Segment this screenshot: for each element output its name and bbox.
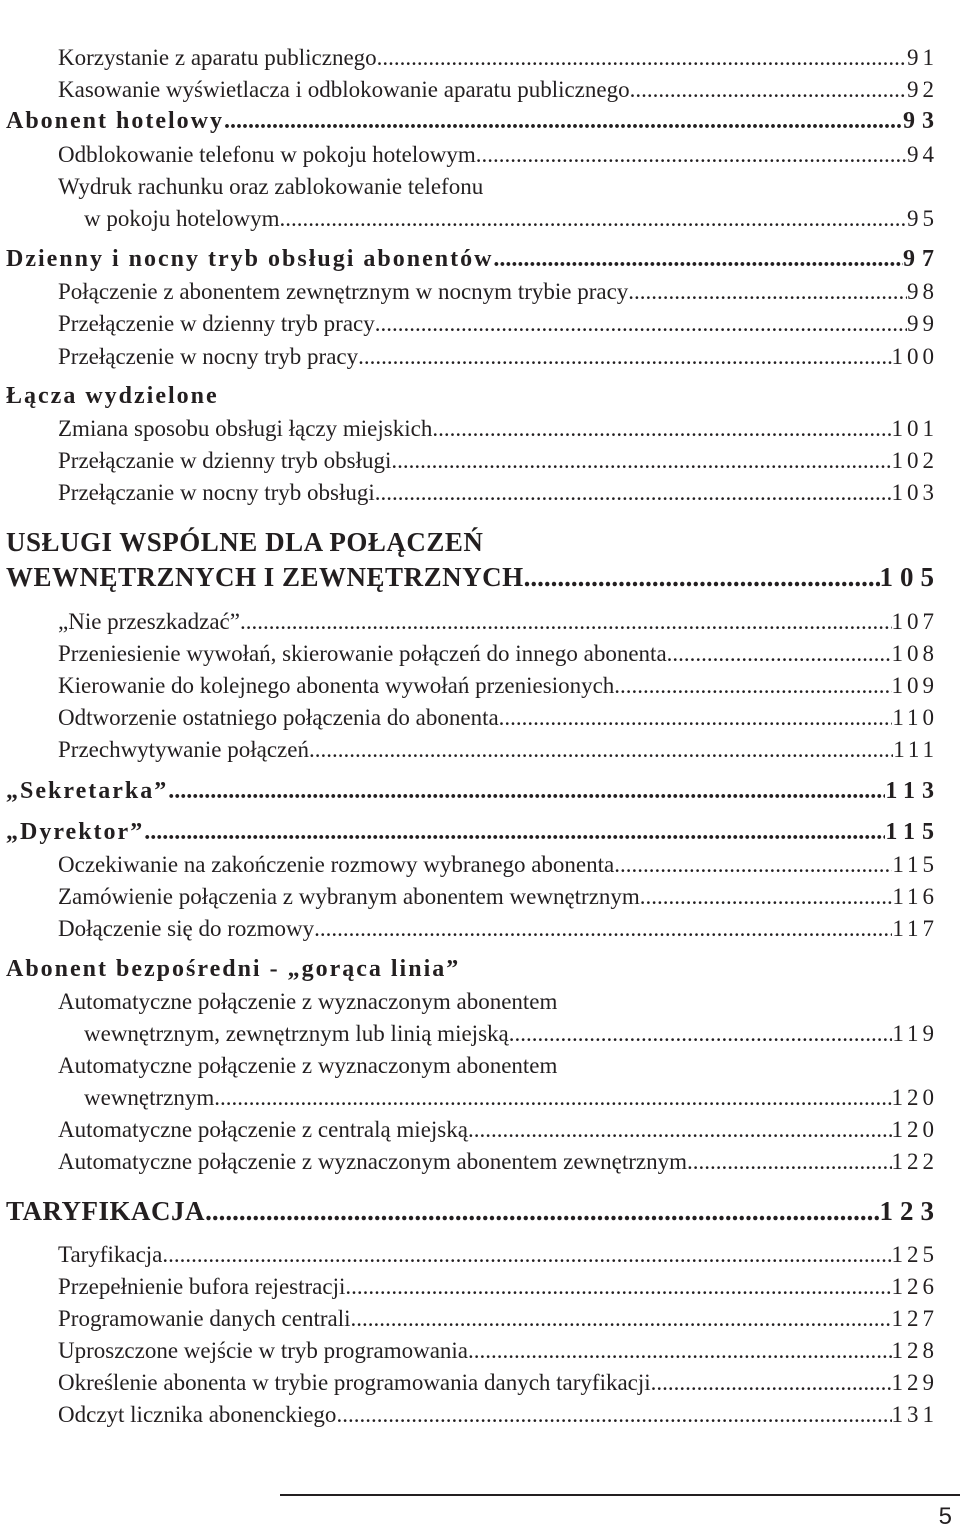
dot-leader: [614, 852, 892, 878]
dot-leader: [168, 778, 885, 805]
toc-entry-taryfikacja[interactable]: [6, 1195, 941, 1227]
toc-entry-przełączenie-w-dzienny-tryb-pracy[interactable]: [58, 311, 938, 337]
toc-entry-page-number: 110: [892, 705, 938, 731]
dot-leader: [224, 108, 903, 135]
dot-leader: [375, 311, 907, 337]
toc-entry-label: w pokoju hotelowym: [84, 206, 280, 232]
toc-entry-page-number: 105: [879, 561, 941, 592]
toc-entry-automatyczne-połączenie-z-wyznaczonym-ab[interactable]: [58, 989, 557, 1015]
toc-entry-programowanie-danych-centrali[interactable]: [58, 1306, 938, 1332]
toc-entry-page-number: 122: [891, 1149, 938, 1175]
toc-entry-label: Przechwytywanie połączeń: [58, 737, 309, 763]
toc-entry-label: Automatyczne połączenie z wyznaczonym abonentem: [58, 989, 558, 1015]
toc-entry-label: Przeniesienie wywołań, skierowanie połączeń do innego abonenta: [58, 641, 667, 667]
dot-leader: [144, 819, 885, 846]
toc-entry-page-number: 108: [891, 641, 938, 667]
dot-leader: [214, 1085, 891, 1111]
dot-leader: [687, 1149, 891, 1175]
toc-entry-page-number: 95: [907, 206, 938, 232]
toc-entry-label: Automatyczne połączenie z centralą miejską: [58, 1117, 468, 1143]
toc-entry-label: Automatyczne połączenie z wyznaczonym abonentem: [58, 1053, 558, 1079]
toc-entry-label: Przełączanie w nocny tryb obsługi: [58, 480, 375, 506]
toc-entry-korzystanie-z-aparatu-publicznego[interactable]: [58, 45, 938, 71]
toc-entry-label: Programowanie danych centrali: [58, 1306, 351, 1332]
toc-entry-page-number: 117: [892, 916, 938, 942]
toc-entry-automatyczne-połączenie-z-wyznaczonym-ab[interactable]: [58, 1053, 557, 1079]
toc-entry-label: Dzienny i nocny tryb obsługi abonentów: [6, 246, 494, 273]
toc-entry-label: wewnętrznym: [84, 1085, 215, 1111]
toc-entry-page-number: 103: [891, 480, 938, 506]
toc-entry-label: Połączenie z abonentem zewnętrznym w nocnym trybie pracy: [58, 279, 629, 305]
toc-entry-sekretarka[interactable]: [6, 778, 941, 805]
toc-entry-page-number: 123: [879, 1195, 941, 1226]
toc-entry-page-number: 126: [891, 1274, 938, 1300]
dot-leader: [614, 673, 891, 699]
toc-entry-kierowanie-do-kolejnego-abonenta-wywołań[interactable]: [58, 673, 938, 699]
dot-leader: [377, 45, 907, 71]
toc-entry-page-number: 109: [891, 673, 938, 699]
toc-entry-w-pokoju-hotelowym[interactable]: [84, 206, 938, 232]
toc-entry-label: USŁUGI WSPÓLNE DLA POŁĄCZEŃ: [6, 526, 484, 557]
dot-leader: [358, 344, 891, 370]
dot-leader: [432, 416, 891, 442]
toc-entry-wewnętrznych-i-zewnętrznych[interactable]: [6, 561, 941, 593]
toc-entry-page-number: 128: [891, 1338, 938, 1364]
toc-entry-page-number: 115: [885, 819, 941, 846]
toc-entry-taryfikacja[interactable]: [58, 1242, 938, 1268]
footer-rule: [280, 1494, 960, 1496]
toc-entry-przepełnienie-bufora-rejestracji[interactable]: [58, 1274, 938, 1300]
toc-entry-page-number: 129: [891, 1370, 938, 1396]
toc-entry-dołączenie-się-do-rozmowy[interactable]: [58, 916, 938, 942]
toc-entry-label: Łącza wydzielone: [6, 383, 219, 410]
toc-entry-label: Automatyczne połączenie z wyznaczonym abonentem zewnętrznym: [58, 1149, 688, 1175]
dot-leader: [314, 916, 892, 942]
dot-leader: [524, 562, 880, 593]
toc-entry-label: TARYFIKACJA: [6, 1195, 206, 1226]
dot-leader: [493, 246, 903, 273]
toc-entry-label: Abonent hotelowy: [6, 108, 225, 135]
toc-entry-przeniesienie-wywołań-skierowanie-połącz[interactable]: [58, 641, 938, 667]
toc-entry-label: Przełączanie w dzienny tryb obsługi: [58, 448, 392, 474]
toc-entry-dyrektor[interactable]: [6, 819, 941, 846]
dot-leader: [667, 641, 892, 667]
dot-leader: [391, 448, 891, 474]
toc-entry-połączenie-z-abonentem-zewnętrznym-w-noc[interactable]: [58, 279, 938, 305]
toc-entry-page-number: 101: [891, 416, 938, 442]
toc-entry-usługi-wspólne-dla-połączeń[interactable]: [6, 527, 483, 558]
toc-entry-oczekiwanie-na-zakończenie-rozmowy-wybra[interactable]: [58, 852, 938, 878]
toc-entry-label: Abonent bezpośredni - „gorąca linia”: [6, 956, 461, 983]
toc-entry-abonent-hotelowy[interactable]: [6, 108, 941, 135]
dot-leader: [309, 737, 893, 763]
toc-entry-odczyt-licznika-abonenckiego[interactable]: [58, 1402, 938, 1428]
toc-entry-page-number: 127: [891, 1306, 938, 1332]
dot-leader: [476, 142, 907, 168]
toc-entry-label: Kasowanie wyświetlacza i odblokowanie aparatu publicznego: [58, 77, 630, 103]
toc-entry-page-number: 115: [892, 852, 938, 878]
toc-entry-page-number: 94: [907, 142, 938, 168]
toc-entry-przełączanie-w-dzienny-tryb-obsługi[interactable]: [58, 448, 938, 474]
toc-entry-page-number: 116: [892, 884, 938, 910]
toc-entry-page-number: 92: [907, 77, 938, 103]
toc-entry-przełączenie-w-nocny-tryb-pracy[interactable]: [58, 344, 938, 370]
toc-entry-page-number: 102: [891, 448, 938, 474]
toc-entry-odblokowanie-telefonu-w-pokoju-hotelowym[interactable]: [58, 142, 938, 168]
toc-entry-label: „Nie przeszkadzać”: [58, 609, 240, 635]
toc-entry-dzienny-i-nocny-tryb-obsługi-abonentów[interactable]: [6, 246, 941, 273]
toc-entry-label: Odblokowanie telefonu w pokoju hotelowym: [58, 142, 476, 168]
dot-leader: [162, 1242, 891, 1268]
toc-entry-określenie-abonenta-w-trybie-programowan[interactable]: [58, 1370, 938, 1396]
toc-entry-wydruk-rachunku-oraz-zablokowanie-telefo[interactable]: [58, 174, 483, 200]
toc-entry-page-number: 107: [891, 609, 938, 635]
toc-entry-page-number: 120: [891, 1117, 938, 1143]
dot-leader: [205, 1196, 879, 1227]
dot-leader: [280, 206, 908, 232]
toc-entry-automatyczne-połączenie-z-centralą-miejs[interactable]: [58, 1117, 938, 1143]
toc-entry-uproszczone-wejście-w-tryb-programowania[interactable]: [58, 1338, 938, 1364]
dot-leader: [628, 279, 907, 305]
toc-entry-label: Określenie abonenta w trybie programowania danych taryfikacji: [58, 1370, 651, 1396]
toc-entry-label: Przełączenie w dzienny tryb pracy: [58, 311, 375, 337]
dot-leader: [630, 77, 907, 103]
toc-entry-wewnętrznym[interactable]: [84, 1085, 938, 1111]
toc-entry-label: Przełączenie w nocny tryb pracy: [58, 344, 359, 370]
dot-leader: [640, 884, 893, 910]
toc-entry-wewnętrznym-zewnętrznym-lub-linią-miejsk[interactable]: [84, 1021, 938, 1047]
toc-entry-label: Zmiana sposobu obsługi łączy miejskich: [58, 416, 433, 442]
toc-entry-label: wewnętrznym, zewnętrznym lub linią miejską: [84, 1021, 509, 1047]
toc-entry-label: Dołączenie się do rozmowy: [58, 916, 315, 942]
dot-leader: [336, 1402, 891, 1428]
toc-entry-label: Zamówienie połączenia z wybranym abonentem wewnętrznym: [58, 884, 640, 910]
toc-entry-label: Wydruk rachunku oraz zablokowanie telefonu: [58, 174, 484, 200]
toc-entry-page-number: 93: [903, 108, 941, 135]
toc-entry-abonent-bezpośredni-gorąca-linia[interactable]: [6, 956, 460, 983]
dot-leader: [499, 705, 893, 731]
toc-entry-page-number: 100: [891, 344, 938, 370]
toc-entry-label: Oczekiwanie na zakończenie rozmowy wybranego abonenta: [58, 852, 615, 878]
dot-leader: [240, 609, 892, 635]
toc-entry-page-number: 111: [893, 737, 938, 763]
toc-entry-page-number: 125: [891, 1242, 938, 1268]
toc-entry-zmiana-sposobu-obsługi-łączy-miejskich[interactable]: [58, 416, 938, 442]
toc-entry-page-number: 98: [907, 279, 938, 305]
dot-leader: [345, 1274, 891, 1300]
page-number: 5: [938, 1503, 952, 1530]
toc-entry-label: Odtworzenie ostatniego połączenia do abonenta: [58, 705, 499, 731]
toc-entry-page-number: 99: [907, 311, 938, 337]
toc-entry-page-number: 120: [891, 1085, 938, 1111]
toc-entry-label: Przepełnienie bufora rejestracji: [58, 1274, 346, 1300]
toc-entry-label: Taryfikacja: [58, 1242, 163, 1268]
toc-entry-page-number: 131: [891, 1402, 938, 1428]
dot-leader: [651, 1370, 892, 1396]
toc-entry-label: WEWNĘTRZNYCH I ZEWNĘTRZNYCH: [6, 561, 524, 592]
toc-entry-label: „Dyrektor”: [6, 819, 145, 846]
toc-entry-łącza-wydzielone[interactable]: [6, 383, 219, 410]
dot-leader: [468, 1338, 891, 1364]
toc-entry-odtworzenie-ostatniego-połączenia-do-abo[interactable]: [58, 705, 938, 731]
dot-leader: [351, 1306, 892, 1332]
toc-entry-kasowanie-wyświetlacza-i-odblokowanie-ap[interactable]: [58, 77, 938, 103]
dot-leader: [468, 1117, 892, 1143]
toc-entry-zamówienie-połączenia-z-wybranym-abonent[interactable]: [58, 884, 938, 910]
dot-leader: [509, 1021, 893, 1047]
toc-entry-przechwytywanie-połączeń[interactable]: [58, 737, 938, 763]
toc-entry-page-number: 91: [907, 45, 938, 71]
dot-leader: [375, 480, 892, 506]
toc-entry-label: „Sekretarka”: [6, 778, 169, 805]
toc-entry-label: Uproszczone wejście w tryb programowania: [58, 1338, 469, 1364]
toc-entry-automatyczne-połączenie-z-wyznaczonym-ab[interactable]: [58, 1149, 938, 1175]
toc-entry-label: Odczyt licznika abonenckiego: [58, 1402, 337, 1428]
toc-entry-page-number: 113: [885, 778, 941, 805]
toc-entry-przełączanie-w-nocny-tryb-obsługi[interactable]: [58, 480, 938, 506]
toc-entry-nie-przeszkadzać[interactable]: [58, 609, 938, 635]
toc-entry-label: Korzystanie z aparatu publicznego: [58, 45, 377, 71]
toc-entry-page-number: 97: [903, 246, 941, 273]
toc-entry-label: Kierowanie do kolejnego abonenta wywołań przeniesionych: [58, 673, 615, 699]
toc-entry-page-number: 119: [892, 1021, 938, 1047]
